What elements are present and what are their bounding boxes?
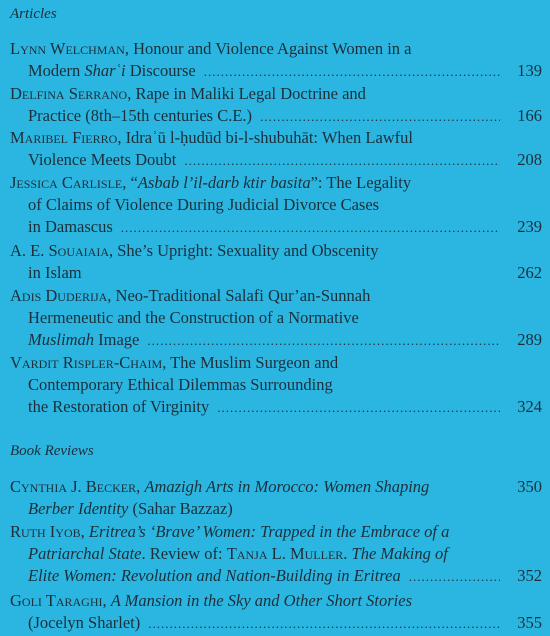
leader-dots (217, 397, 500, 419)
page-number: 208 (517, 150, 542, 169)
title-text: Hermeneutic and the Construction of a Normative (28, 308, 359, 327)
title-text: in Islam (28, 263, 82, 282)
title-text: , The Muslim Surgeon and (162, 353, 339, 372)
leader-dots (147, 330, 500, 352)
title-text: , She’s Upright: Sexuality and Obscenity (109, 241, 379, 260)
author-name: A. E. Souaiaia (10, 241, 109, 260)
leader-dots (148, 613, 500, 635)
reviewer-name: Tanja L. Muller (226, 544, 344, 563)
title-text: , “ (122, 173, 138, 192)
title-text: Elite Women: Revolution and Nation-Building in Eritrea (28, 566, 401, 585)
title-text: , Neo-Traditional Salafi Qur’an-Sunnah (107, 286, 371, 305)
leader-dots (260, 106, 500, 128)
title-text: Discourse (125, 61, 196, 80)
title-text: of Claims of Violence During Judicial Divorce Cases (28, 195, 380, 214)
title-text: Contemporary Ethical Dilemmas Surrounding (28, 375, 333, 394)
title-text: . Review of: (141, 544, 227, 563)
toc-entry[interactable] (10, 240, 542, 284)
toc-entry[interactable] (10, 127, 542, 171)
title-text: Berber Identity (28, 499, 129, 518)
title-text: in Damascus (28, 217, 113, 236)
section-title-book-reviews: Book Reviews (10, 443, 94, 459)
reviewer-name: (Jocelyn Sharlet) (28, 613, 141, 632)
separator: , (102, 591, 111, 610)
page-number: 239 (517, 217, 542, 236)
leader-dots (184, 150, 500, 172)
title-text: , Idraʾū l-ḥudūd bi-l-shubuhāt: When Lawful (117, 128, 414, 147)
leader-dots (204, 61, 500, 83)
title-text: Amazigh Arts in Morocco: Women Shaping (144, 477, 430, 496)
toc-entry[interactable] (10, 172, 542, 238)
toc-entry[interactable] (10, 352, 542, 418)
reviewer-name: (Sahar Bazzaz) (128, 499, 233, 518)
author-name: Vardit Rispler-Chaim (10, 353, 163, 372)
author-name: Maribel Fierro (10, 128, 118, 147)
page-number: 350 (517, 477, 542, 496)
title-text: the Restoration of Virginity (28, 397, 210, 416)
page-number: 355 (517, 613, 542, 632)
title-text: Violence Meets Doubt (28, 150, 177, 169)
author-name: Jessica Carlisle (10, 173, 123, 192)
author-name: Delfina Serrano (10, 84, 128, 103)
title-text: Patriarchal State (28, 544, 142, 563)
author-name: Goli Taraghi (10, 591, 103, 610)
page-number: 166 (517, 106, 542, 125)
title-text: Modern (28, 61, 85, 80)
separator: , (136, 477, 145, 496)
page-number: 289 (517, 330, 542, 349)
page-number: 352 (517, 566, 542, 585)
title-text: ”: The Legality (310, 173, 412, 192)
title-text: . (343, 544, 352, 563)
toc-entry[interactable] (10, 590, 542, 634)
author-name: Lynn Welchman (10, 39, 125, 58)
title-text: A Mansion in the Sky and Other Short Stories (110, 591, 412, 610)
title-text: , Honour and Violence Against Women in a (124, 39, 412, 58)
toc-entry[interactable] (10, 38, 542, 82)
title-text: , Rape in Maliki Legal Doctrine and (127, 84, 366, 103)
leader-dots (409, 566, 500, 588)
page-number: 324 (517, 397, 542, 416)
title-text: The Making of (351, 544, 448, 563)
title-text: Eritrea’s ‘Brave’ Women: Trapped in the Embrace of a (88, 522, 450, 541)
toc-entry[interactable] (10, 521, 542, 587)
author-name: Cynthia J. Becker (10, 477, 137, 496)
author-name: Adis Duderija (10, 286, 108, 305)
toc-entry[interactable] (10, 83, 542, 127)
page-number: 262 (517, 263, 542, 282)
title-text: Muslimah (28, 330, 94, 349)
section-title-articles: Articles (10, 6, 57, 22)
author-name: Ruth Iyob (10, 522, 81, 541)
title-text: Image (94, 330, 140, 349)
separator: , (80, 522, 89, 541)
leader-dots (121, 217, 500, 239)
toc-entry[interactable] (10, 476, 542, 520)
title-text: Practice (8th–15th centuries C.E.) (28, 106, 253, 125)
title-text: Asbab l’il-darb ktir basita (137, 173, 311, 192)
toc-entry[interactable] (10, 285, 542, 351)
page-number: 139 (517, 61, 542, 80)
title-text: Sharʿi (84, 61, 126, 80)
